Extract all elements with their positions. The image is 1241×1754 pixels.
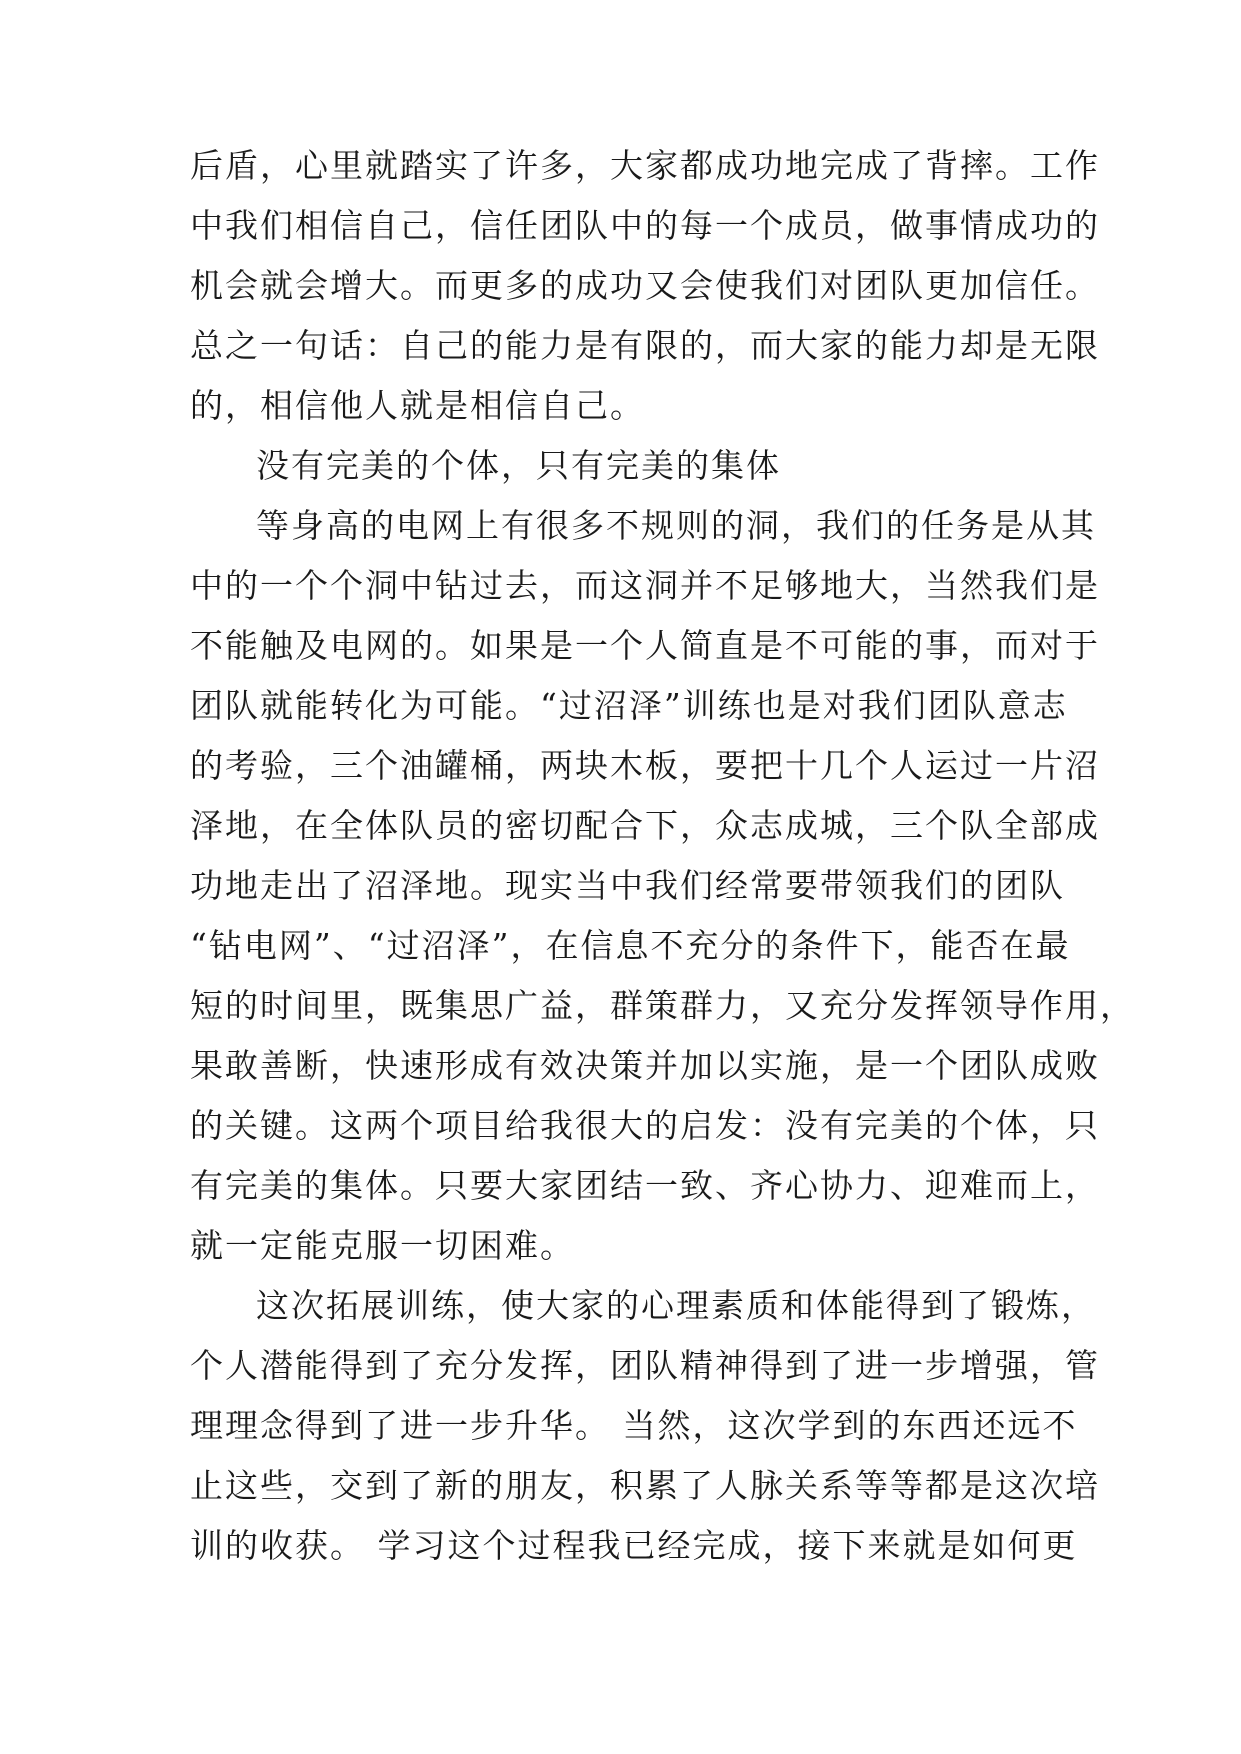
text-line: 训的收获。 学习这个过程我已经完成，接下来就是如何更 — [190, 1526, 1078, 1565]
text-line: 中的一个个洞中钻过去，而这洞并不足够地大，当然我们是 — [190, 566, 1100, 605]
text-line: 的关键。这两个项目给我很大的启发：没有完美的个体，只 — [190, 1106, 1100, 1145]
text-line: 中我们相信自己，信任团队中的每一个成员，做事情成功的 — [190, 206, 1100, 245]
text-line: 不能触及电网的。如果是一个人简直是不可能的事，而对于 — [190, 626, 1100, 665]
text-line: 泽地，在全体队员的密切配合下，众志成城，三个队全部成 — [190, 806, 1100, 845]
text-line: 机会就会增大。而更多的成功又会使我们对团队更加信任。 — [190, 266, 1100, 305]
text-line: 团队就能转化为可能。“过沼泽”训练也是对我们团队意志 — [190, 686, 1068, 725]
text-line: 就一定能克服一切困难。 — [190, 1226, 575, 1265]
text-line: 有完美的集体。只要大家团结一致、齐心协力、迎难而上， — [190, 1166, 1100, 1205]
text-line: 果敢善断，快速形成有效决策并加以实施，是一个团队成败 — [190, 1046, 1100, 1085]
text-line: 的考验，三个油罐桶，两块木板，要把十几个人运过一片沼 — [190, 746, 1100, 785]
text-line: 理理念得到了进一步升华。 当然，这次学到的东西还远不 — [190, 1406, 1078, 1445]
text-line: 止这些，交到了新的朋友，积累了人脉关系等等都是这次培 — [190, 1466, 1100, 1505]
text-line: 后盾，心里就踏实了许多，大家都成功地完成了背摔。工作 — [190, 146, 1100, 185]
text-line: 短的时间里，既集思广益，群策群力，又充分发挥领导作用， — [190, 986, 1135, 1025]
text-line: 这次拓展训练，使大家的心理素质和体能得到了锻炼， — [256, 1286, 1096, 1325]
text-line: 的，相信他人就是相信自己。 — [190, 386, 645, 425]
text-line: “钻电网”、“过沼泽”，在信息不充分的条件下，能否在最 — [190, 926, 1071, 965]
text-line: 功地走出了沼泽地。现实当中我们经常要带领我们的团队 — [190, 866, 1065, 905]
text-line: 等身高的电网上有很多不规则的洞，我们的任务是从其 — [256, 506, 1096, 545]
text-line: 个人潜能得到了充分发挥，团队精神得到了进一步增强，管 — [190, 1346, 1100, 1385]
section-heading: 没有完美的个体，只有完美的集体 — [256, 446, 781, 485]
text-line: 总之一句话：自己的能力是有限的，而大家的能力却是无限 — [190, 326, 1100, 365]
